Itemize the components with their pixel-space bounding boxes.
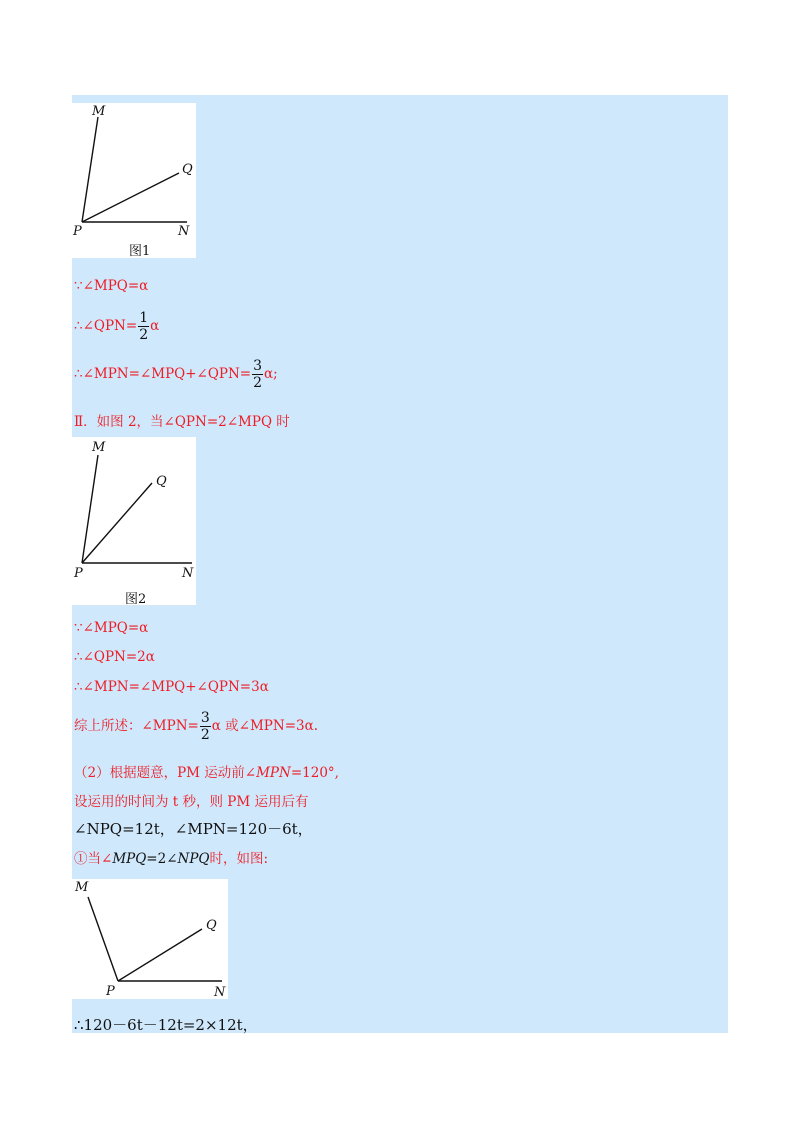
line-1: ∵∠MPQ=α (74, 278, 149, 294)
figure-1 (72, 103, 196, 258)
fraction: $\frac{1}{2}$ (139, 310, 149, 343)
point-m-label: M (92, 440, 106, 455)
line-13: ∴120－6t－12t=2×12t， (74, 1016, 258, 1034)
point-p-label: P (74, 566, 83, 581)
line-9: （2）根据题意，PM 运动前∠MPN=120°, (74, 765, 339, 781)
fraction: $\frac{3}{2}$ (200, 710, 210, 743)
point-n-label: N (178, 224, 190, 239)
fraction: $\frac{3}{2}$ (253, 358, 263, 391)
point-n-label: N (182, 566, 194, 581)
line-3: ∴∠MPN=∠MPQ+∠QPN= $\frac{3}{2}$ α; (74, 358, 278, 391)
line-12: ①当∠MPQ=2∠NPQ时，如图: (74, 851, 269, 867)
figure-2-diagram (72, 437, 196, 605)
point-q-label: Q (206, 918, 217, 933)
line-8: 综上所述：∠MPN= $\frac{3}{2}$ α 或∠MPN=3α. (74, 710, 319, 743)
line-7: ∴∠MPN=∠MPQ+∠QPN=3α (74, 679, 269, 695)
line-4: Ⅱ．如图 2，当∠QPN=2∠MPQ 时 (74, 414, 290, 430)
line-6: ∴∠QPN=2α (74, 649, 155, 665)
figure-2-caption: 图2 (125, 592, 147, 607)
point-q-label: Q (156, 474, 167, 489)
line-11: ∠NPQ=12t，∠MPN=120－6t， (74, 820, 313, 838)
figure-1-diagram (72, 103, 196, 258)
figure-1-caption: 图1 (129, 244, 151, 259)
figure-3 (72, 879, 228, 999)
point-p-label: P (106, 984, 115, 999)
line-2: ∴∠QPN= $\frac{1}{2}$ α (74, 310, 160, 343)
point-m-label: M (75, 880, 89, 895)
point-m-label: M (92, 104, 106, 119)
point-n-label: N (214, 985, 226, 999)
figure-3-diagram (72, 879, 228, 999)
line-10: 设运用的时间为 t 秒，则 PM 运用后有 (74, 794, 309, 810)
line-5: ∵∠MPQ=α (74, 620, 149, 636)
point-p-label: P (73, 224, 82, 239)
point-q-label: Q (182, 162, 193, 177)
figure-2 (72, 437, 196, 605)
